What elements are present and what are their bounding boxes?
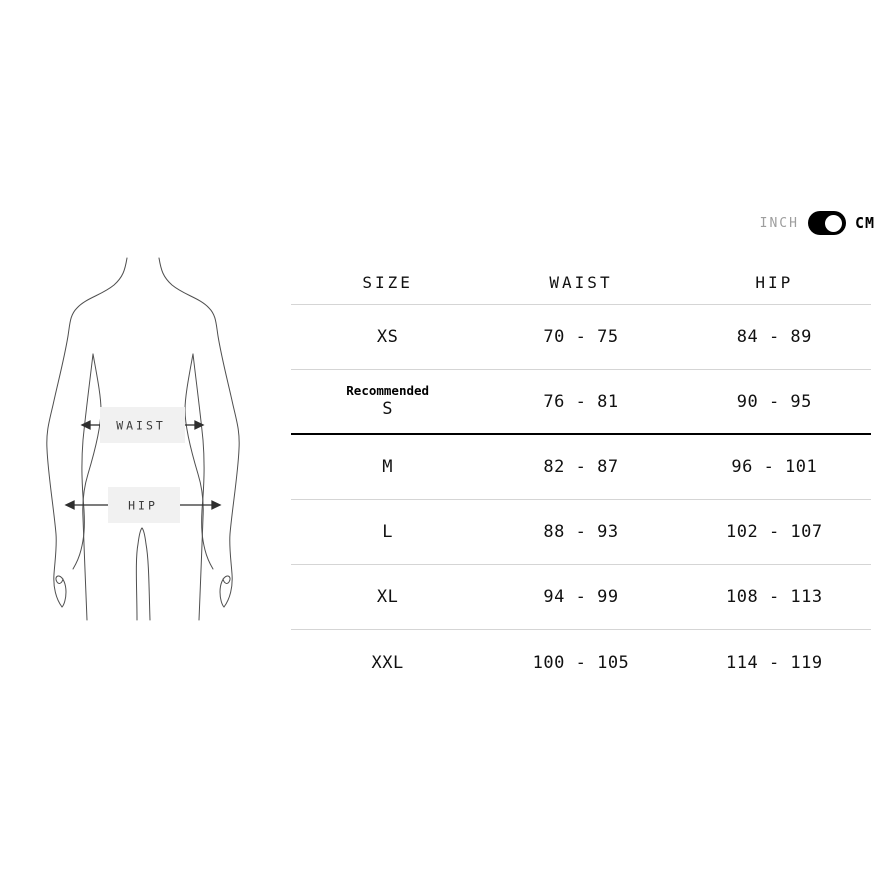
figure-right-torso bbox=[185, 354, 203, 620]
waist-value: 70 - 75 bbox=[543, 327, 619, 347]
figure-inner-legs bbox=[136, 528, 150, 620]
toggle-knob bbox=[825, 215, 842, 232]
waist-value: 94 - 99 bbox=[543, 587, 619, 607]
waist-value: 82 - 87 bbox=[543, 457, 619, 477]
size-value: L bbox=[382, 522, 394, 542]
waist-arrow-left-icon bbox=[82, 421, 90, 429]
body-measurement-figure bbox=[20, 258, 240, 620]
size-value: XXL bbox=[371, 652, 404, 673]
unit-toggle[interactable] bbox=[760, 211, 875, 235]
table-row bbox=[291, 370, 871, 435]
recommended-label: Recommended bbox=[346, 383, 430, 398]
size-value: M bbox=[382, 457, 394, 477]
waist-value: 100 - 105 bbox=[532, 652, 630, 673]
size-value: XS bbox=[376, 327, 399, 347]
hip-value: 90 - 95 bbox=[736, 391, 812, 412]
waist-value: 88 - 93 bbox=[543, 522, 619, 542]
size-cell bbox=[291, 384, 484, 419]
unit-cm-label[interactable]: CM bbox=[854, 214, 875, 232]
figure-right-inner-arm bbox=[193, 354, 213, 569]
hip-value: 84 - 89 bbox=[736, 327, 812, 347]
figure-left-inner-arm bbox=[73, 354, 93, 569]
hip-value: 114 - 119 bbox=[726, 652, 823, 673]
hip-measure-label: HIP bbox=[128, 498, 158, 513]
hip-value: 102 - 107 bbox=[726, 522, 823, 542]
size-cell bbox=[291, 587, 484, 607]
size-cell bbox=[291, 327, 484, 347]
waist-value: 76 - 81 bbox=[543, 391, 619, 412]
table-row bbox=[291, 630, 871, 695]
column-header-hip: HIP bbox=[755, 272, 794, 292]
size-cell bbox=[291, 457, 484, 477]
table-header-row bbox=[291, 260, 871, 305]
size-table bbox=[291, 260, 871, 695]
table-row bbox=[291, 565, 871, 630]
size-value: S bbox=[382, 399, 394, 419]
column-header-waist: WAIST bbox=[549, 272, 613, 292]
table-body bbox=[291, 305, 871, 695]
figure-left-torso bbox=[83, 354, 101, 620]
hip-arrow-left-icon bbox=[66, 501, 74, 509]
table-row bbox=[291, 435, 871, 500]
table-row bbox=[291, 500, 871, 565]
column-header-size: SIZE bbox=[362, 272, 413, 292]
hip-value: 108 - 113 bbox=[726, 587, 823, 607]
hip-value: 96 - 101 bbox=[731, 457, 818, 477]
unit-toggle-switch[interactable] bbox=[808, 211, 846, 235]
size-cell bbox=[291, 653, 484, 673]
waist-measure-label: WAIST bbox=[116, 418, 166, 433]
size-value: XL bbox=[376, 587, 399, 607]
unit-inch-label[interactable]: INCH bbox=[759, 215, 799, 231]
hip-arrow-right-icon bbox=[212, 501, 220, 509]
size-cell bbox=[291, 522, 484, 542]
table-row bbox=[291, 305, 871, 370]
